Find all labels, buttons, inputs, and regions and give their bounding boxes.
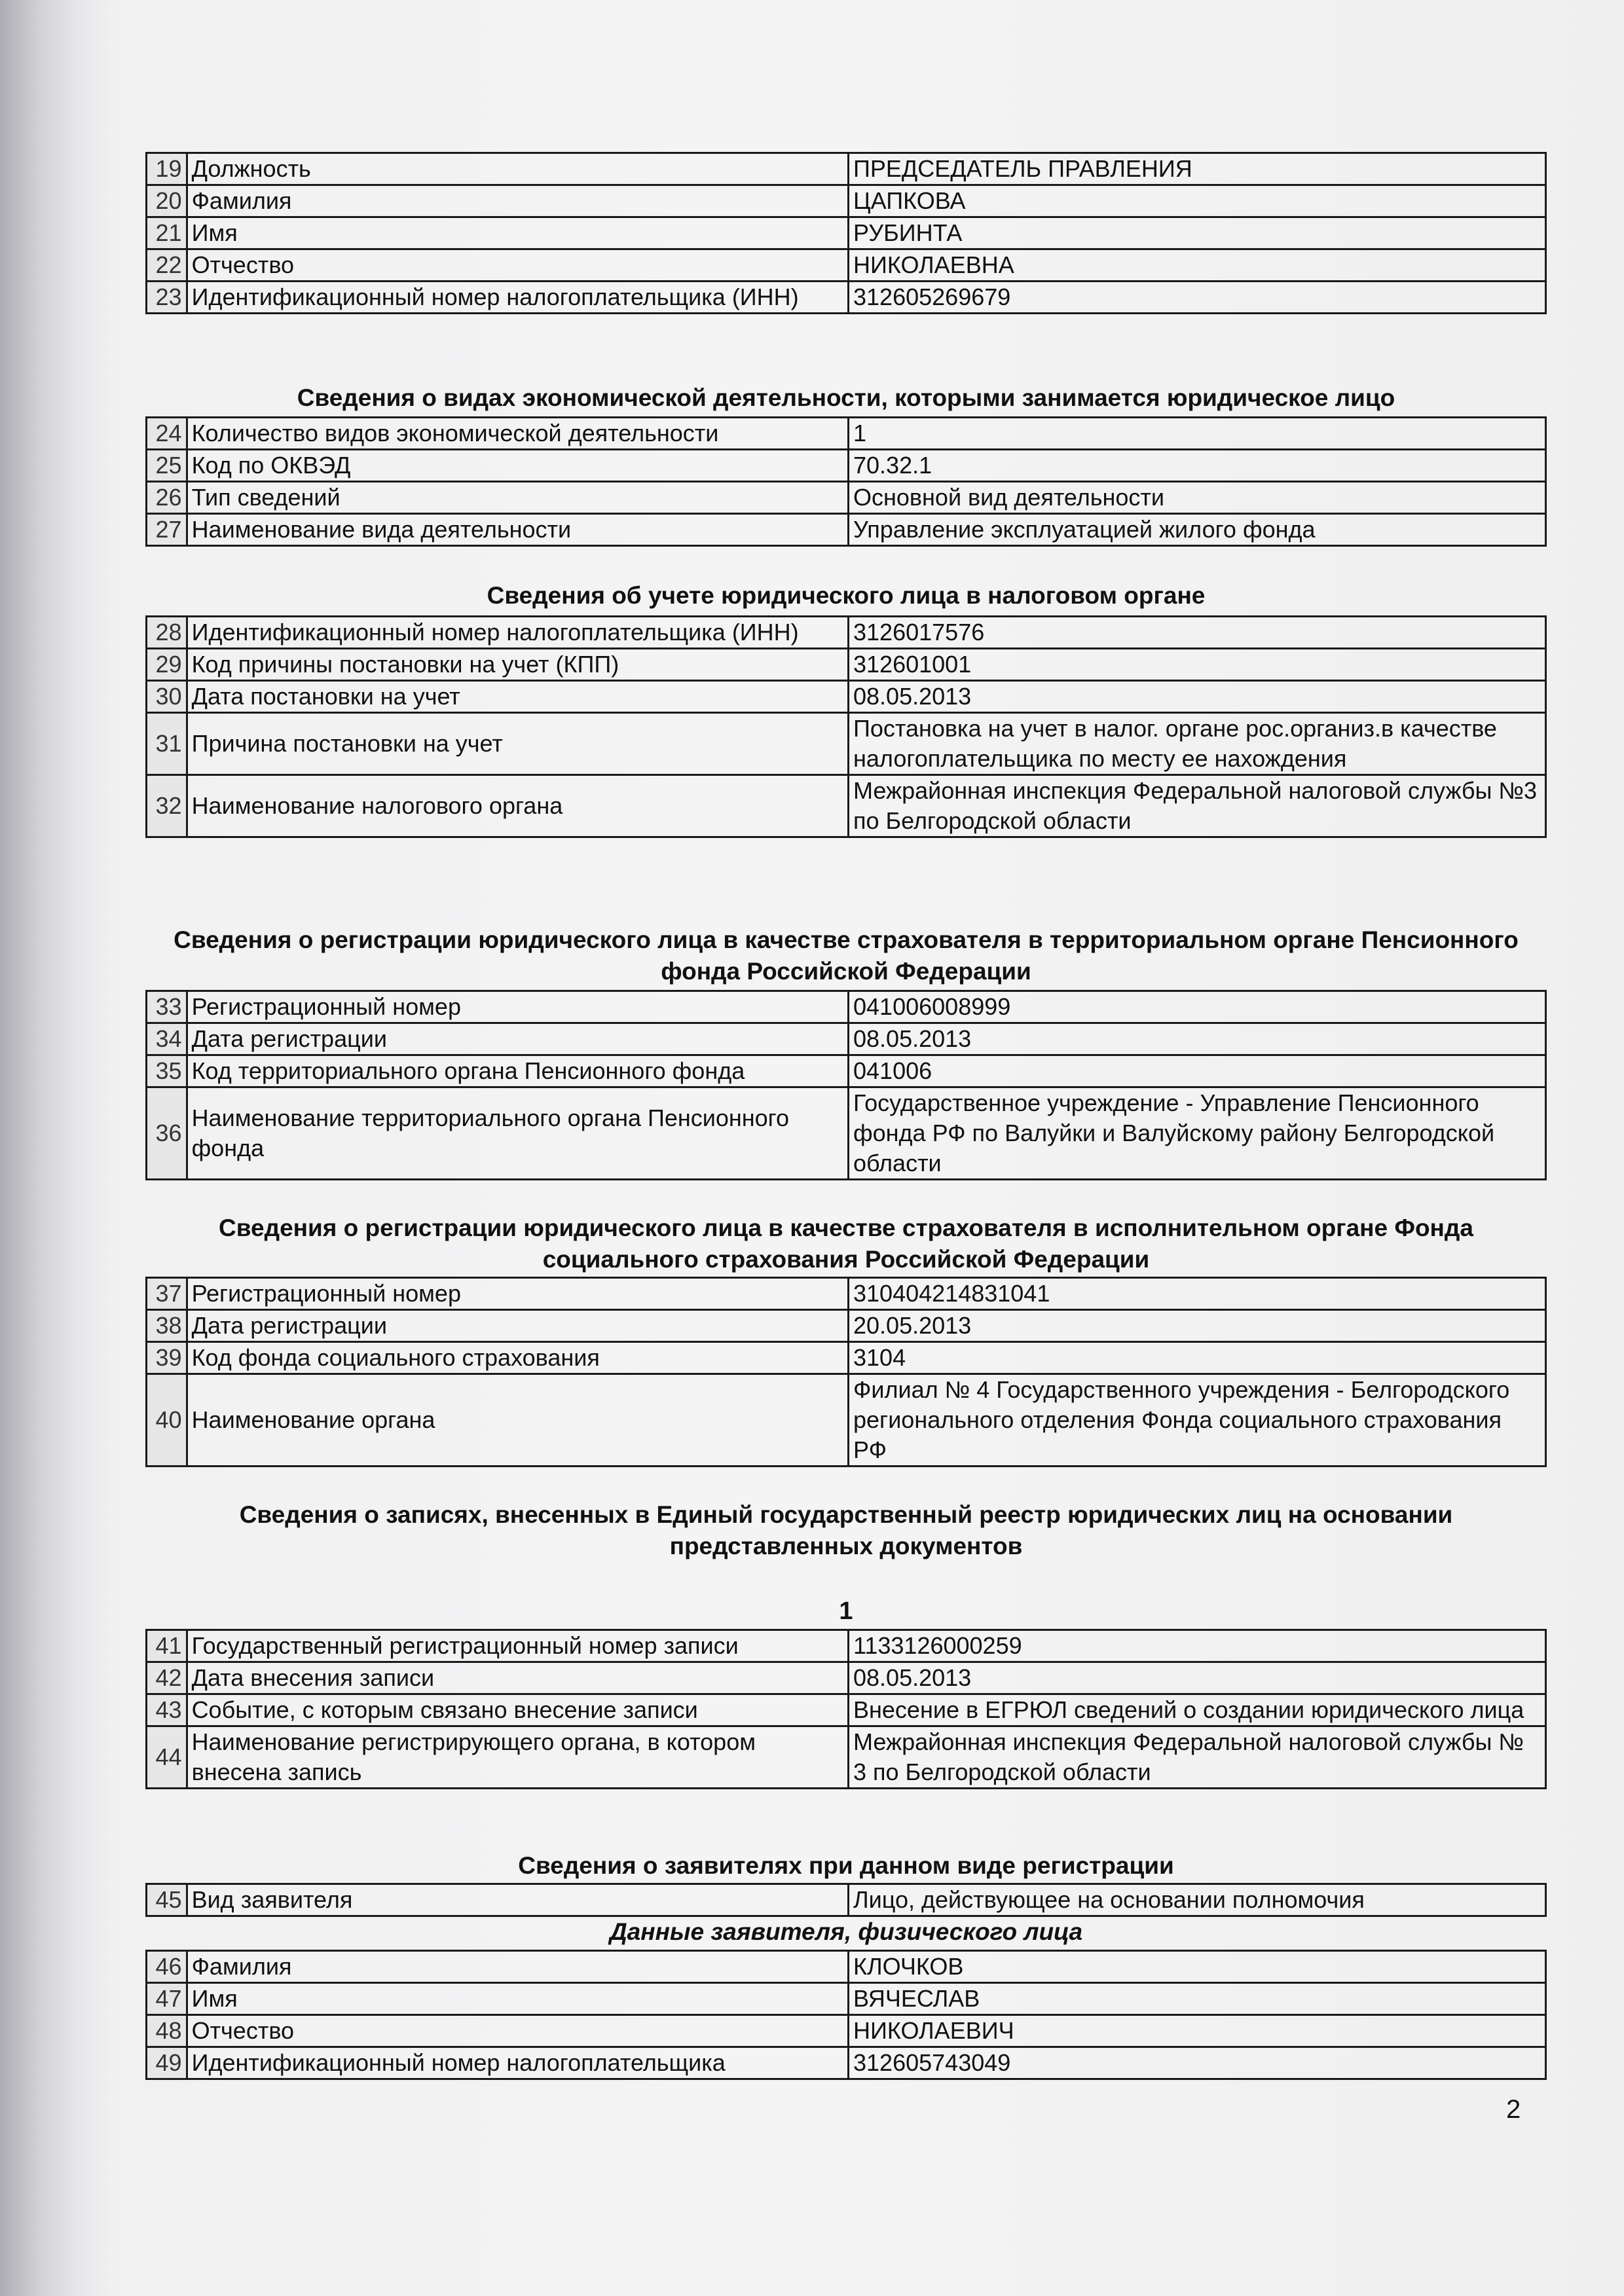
row-label: Дата регистрации bbox=[187, 1310, 848, 1342]
row-number: 24 bbox=[147, 418, 187, 450]
table-row bbox=[147, 1023, 1546, 1055]
row-label: Событие, с которым связано внесение записи bbox=[187, 1694, 848, 1726]
row-label: Отчество bbox=[187, 249, 848, 282]
table-row bbox=[147, 282, 1546, 314]
table-row bbox=[147, 1630, 1546, 1662]
row-value: Постановка на учет в налог. органе рос.организ.в качестве налогоплательщика по месту ее нахождения bbox=[849, 713, 1546, 775]
row-number: 45 bbox=[147, 1884, 187, 1916]
row-number: 25 bbox=[147, 450, 187, 482]
row-value: ПРЕДСЕДАТЕЛЬ ПРАВЛЕНИЯ bbox=[849, 153, 1546, 185]
row-number: 46 bbox=[147, 1951, 187, 1983]
table-row bbox=[147, 617, 1546, 649]
row-value: НИКОЛАЕВИЧ bbox=[849, 2015, 1546, 2047]
row-number: 48 bbox=[147, 2015, 187, 2047]
table-row bbox=[147, 1983, 1546, 2015]
activity-table bbox=[145, 416, 1547, 547]
page-number: 2 bbox=[1506, 2095, 1521, 2124]
row-value: 041006008999 bbox=[849, 991, 1546, 1023]
table-row bbox=[147, 1884, 1546, 1916]
table-row bbox=[147, 681, 1546, 713]
row-number: 31 bbox=[147, 713, 187, 775]
row-number: 29 bbox=[147, 649, 187, 681]
row-label: Наименование вида деятельности bbox=[187, 514, 848, 546]
row-value: Внесение в ЕГРЮЛ сведений о создании юридического лица bbox=[849, 1694, 1546, 1726]
row-value: 312601001 bbox=[849, 649, 1546, 681]
row-value: 310404214831041 bbox=[849, 1278, 1546, 1310]
row-label: Должность bbox=[187, 153, 848, 185]
table-row bbox=[147, 418, 1546, 450]
row-number: 27 bbox=[147, 514, 187, 546]
row-value: Основной вид деятельности bbox=[849, 482, 1546, 514]
table-row bbox=[147, 1662, 1546, 1694]
record-number: 1 bbox=[839, 1597, 853, 1625]
row-number: 20 bbox=[147, 185, 187, 217]
row-label: Количество видов экономической деятельности bbox=[187, 418, 848, 450]
table-row bbox=[147, 1342, 1546, 1374]
row-number: 26 bbox=[147, 482, 187, 514]
row-label: Регистрационный номер bbox=[187, 1278, 848, 1310]
row-number: 43 bbox=[147, 1694, 187, 1726]
heading-social: Сведения о регистрации юридического лица в качестве страхователя в исполнительном органе Фонда социального страхования Российской Федерации bbox=[219, 1214, 1473, 1273]
table-row bbox=[147, 775, 1546, 837]
row-number: 35 bbox=[147, 1055, 187, 1087]
table-row bbox=[147, 450, 1546, 482]
subheading-applicant: Данные заявителя, физического лица bbox=[609, 1918, 1083, 1945]
table-row bbox=[147, 185, 1546, 217]
row-value: 08.05.2013 bbox=[849, 681, 1546, 713]
row-label: Вид заявителя bbox=[187, 1884, 848, 1916]
row-value: РУБИНТА bbox=[849, 217, 1546, 249]
row-value: ЦАПКОВА bbox=[849, 185, 1546, 217]
row-value: 1 bbox=[849, 418, 1546, 450]
row-value: Межрайонная инспекция Федеральной налоговой службы №3 по Белгородской области bbox=[849, 775, 1546, 837]
row-number: 19 bbox=[147, 153, 187, 185]
table-row bbox=[147, 1694, 1546, 1726]
row-label: Наименование налогового органа bbox=[187, 775, 848, 837]
pension-table bbox=[145, 990, 1547, 1180]
row-number: 47 bbox=[147, 1983, 187, 2015]
row-label: Наименование регистрирующего органа, в котором внесена запись bbox=[187, 1726, 848, 1789]
row-number: 32 bbox=[147, 775, 187, 837]
row-label: Код фонда социального страхования bbox=[187, 1342, 848, 1374]
row-number: 38 bbox=[147, 1310, 187, 1342]
row-number: 22 bbox=[147, 249, 187, 282]
row-label: Наименование органа bbox=[187, 1374, 848, 1467]
table-row bbox=[147, 1310, 1546, 1342]
row-label: Государственный регистрационный номер записи bbox=[187, 1630, 848, 1662]
row-value: 3104 bbox=[849, 1342, 1546, 1374]
table-row bbox=[147, 249, 1546, 282]
table-row bbox=[147, 991, 1546, 1023]
row-value: 08.05.2013 bbox=[849, 1662, 1546, 1694]
row-label: Наименование территориального органа Пенсионного фонда bbox=[187, 1087, 848, 1180]
table-row bbox=[147, 1951, 1546, 1983]
row-label: Тип сведений bbox=[187, 482, 848, 514]
table-row bbox=[147, 649, 1546, 681]
row-number: 49 bbox=[147, 2047, 187, 2079]
row-label: Регистрационный номер bbox=[187, 991, 848, 1023]
heading-applicants: Сведения о заявителях при данном виде регистрации bbox=[518, 1852, 1174, 1879]
row-label: Код территориального органа Пенсионного фонда bbox=[187, 1055, 848, 1087]
row-label: Идентификационный номер налогоплательщика (ИНН) bbox=[187, 282, 848, 314]
row-label: Идентификационный номер налогоплательщика (ИНН) bbox=[187, 617, 848, 649]
row-label: Идентификационный номер налогоплательщика bbox=[187, 2047, 848, 2079]
row-value: 312605269679 bbox=[849, 282, 1546, 314]
row-number: 34 bbox=[147, 1023, 187, 1055]
applicant-table bbox=[145, 1950, 1547, 2080]
row-number: 40 bbox=[147, 1374, 187, 1467]
row-value: 312605743049 bbox=[849, 2047, 1546, 2079]
heading-activity: Сведения о видах экономической деятельности, которыми занимается юридическое лицо bbox=[297, 384, 1395, 411]
row-label: Отчество bbox=[187, 2015, 848, 2047]
row-number: 21 bbox=[147, 217, 187, 249]
table-row bbox=[147, 1726, 1546, 1789]
row-value: НИКОЛАЕВНА bbox=[849, 249, 1546, 282]
record-table bbox=[145, 1629, 1547, 1789]
table-row bbox=[147, 2015, 1546, 2047]
row-label: Код причины постановки на учет (КПП) bbox=[187, 649, 848, 681]
row-value: Государственное учреждение - Управление Пенсионного фонда РФ по Валуйки и Валуйскому району Белгородской области bbox=[849, 1087, 1546, 1180]
row-number: 30 bbox=[147, 681, 187, 713]
row-label: Причина постановки на учет bbox=[187, 713, 848, 775]
row-label: Фамилия bbox=[187, 185, 848, 217]
table-row bbox=[147, 713, 1546, 775]
row-number: 23 bbox=[147, 282, 187, 314]
row-number: 37 bbox=[147, 1278, 187, 1310]
row-value: 70.32.1 bbox=[849, 450, 1546, 482]
row-label: Дата постановки на учет bbox=[187, 681, 848, 713]
heading-records: Сведения о записях, внесенных в Единый государственный реестр юридических лиц на основании представленных документов bbox=[239, 1501, 1453, 1559]
row-value: Управление эксплуатацией жилого фонда bbox=[849, 514, 1546, 546]
table-row bbox=[147, 1374, 1546, 1467]
applicant-type-table bbox=[145, 1883, 1547, 1917]
row-number: 36 bbox=[147, 1087, 187, 1180]
tax-table bbox=[145, 615, 1547, 838]
row-number: 41 bbox=[147, 1630, 187, 1662]
row-label: Фамилия bbox=[187, 1951, 848, 1983]
row-value: 3126017576 bbox=[849, 617, 1546, 649]
table-row bbox=[147, 1055, 1546, 1087]
row-value: 20.05.2013 bbox=[849, 1310, 1546, 1342]
row-number: 42 bbox=[147, 1662, 187, 1694]
row-number: 39 bbox=[147, 1342, 187, 1374]
table-row bbox=[147, 153, 1546, 185]
row-value: Лицо, действующее на основании полномочия bbox=[849, 1884, 1546, 1916]
row-value: 041006 bbox=[849, 1055, 1546, 1087]
table-row bbox=[147, 1087, 1546, 1180]
row-label: Дата регистрации bbox=[187, 1023, 848, 1055]
row-value: КЛОЧКОВ bbox=[849, 1951, 1546, 1983]
heading-tax: Сведения об учете юридического лица в налоговом органе bbox=[487, 582, 1206, 609]
row-label: Дата внесения записи bbox=[187, 1662, 848, 1694]
row-label: Код по ОКВЭД bbox=[187, 450, 848, 482]
table-row bbox=[147, 514, 1546, 546]
table-row bbox=[147, 217, 1546, 249]
row-value: ВЯЧЕСЛАВ bbox=[849, 1983, 1546, 2015]
row-label: Имя bbox=[187, 1983, 848, 2015]
table-row bbox=[147, 2047, 1546, 2079]
row-number: 33 bbox=[147, 991, 187, 1023]
table-row bbox=[147, 482, 1546, 514]
row-value: Филиал № 4 Государственного учреждения - Белгородского регионального отделения Фонда социального страхования РФ bbox=[849, 1374, 1546, 1467]
row-label: Имя bbox=[187, 217, 848, 249]
row-value: 08.05.2013 bbox=[849, 1023, 1546, 1055]
heading-pension: Сведения о регистрации юридического лица в качестве страхователя в территориальном органе Пенсионного фонда Российской Федерации bbox=[174, 926, 1519, 985]
row-value: Межрайонная инспекция Федеральной налоговой службы № 3 по Белгородской области bbox=[849, 1726, 1546, 1789]
director-table bbox=[145, 152, 1547, 314]
row-number: 28 bbox=[147, 617, 187, 649]
social-table bbox=[145, 1277, 1547, 1467]
table-row bbox=[147, 1278, 1546, 1310]
row-value: 1133126000259 bbox=[849, 1630, 1546, 1662]
row-number: 44 bbox=[147, 1726, 187, 1789]
